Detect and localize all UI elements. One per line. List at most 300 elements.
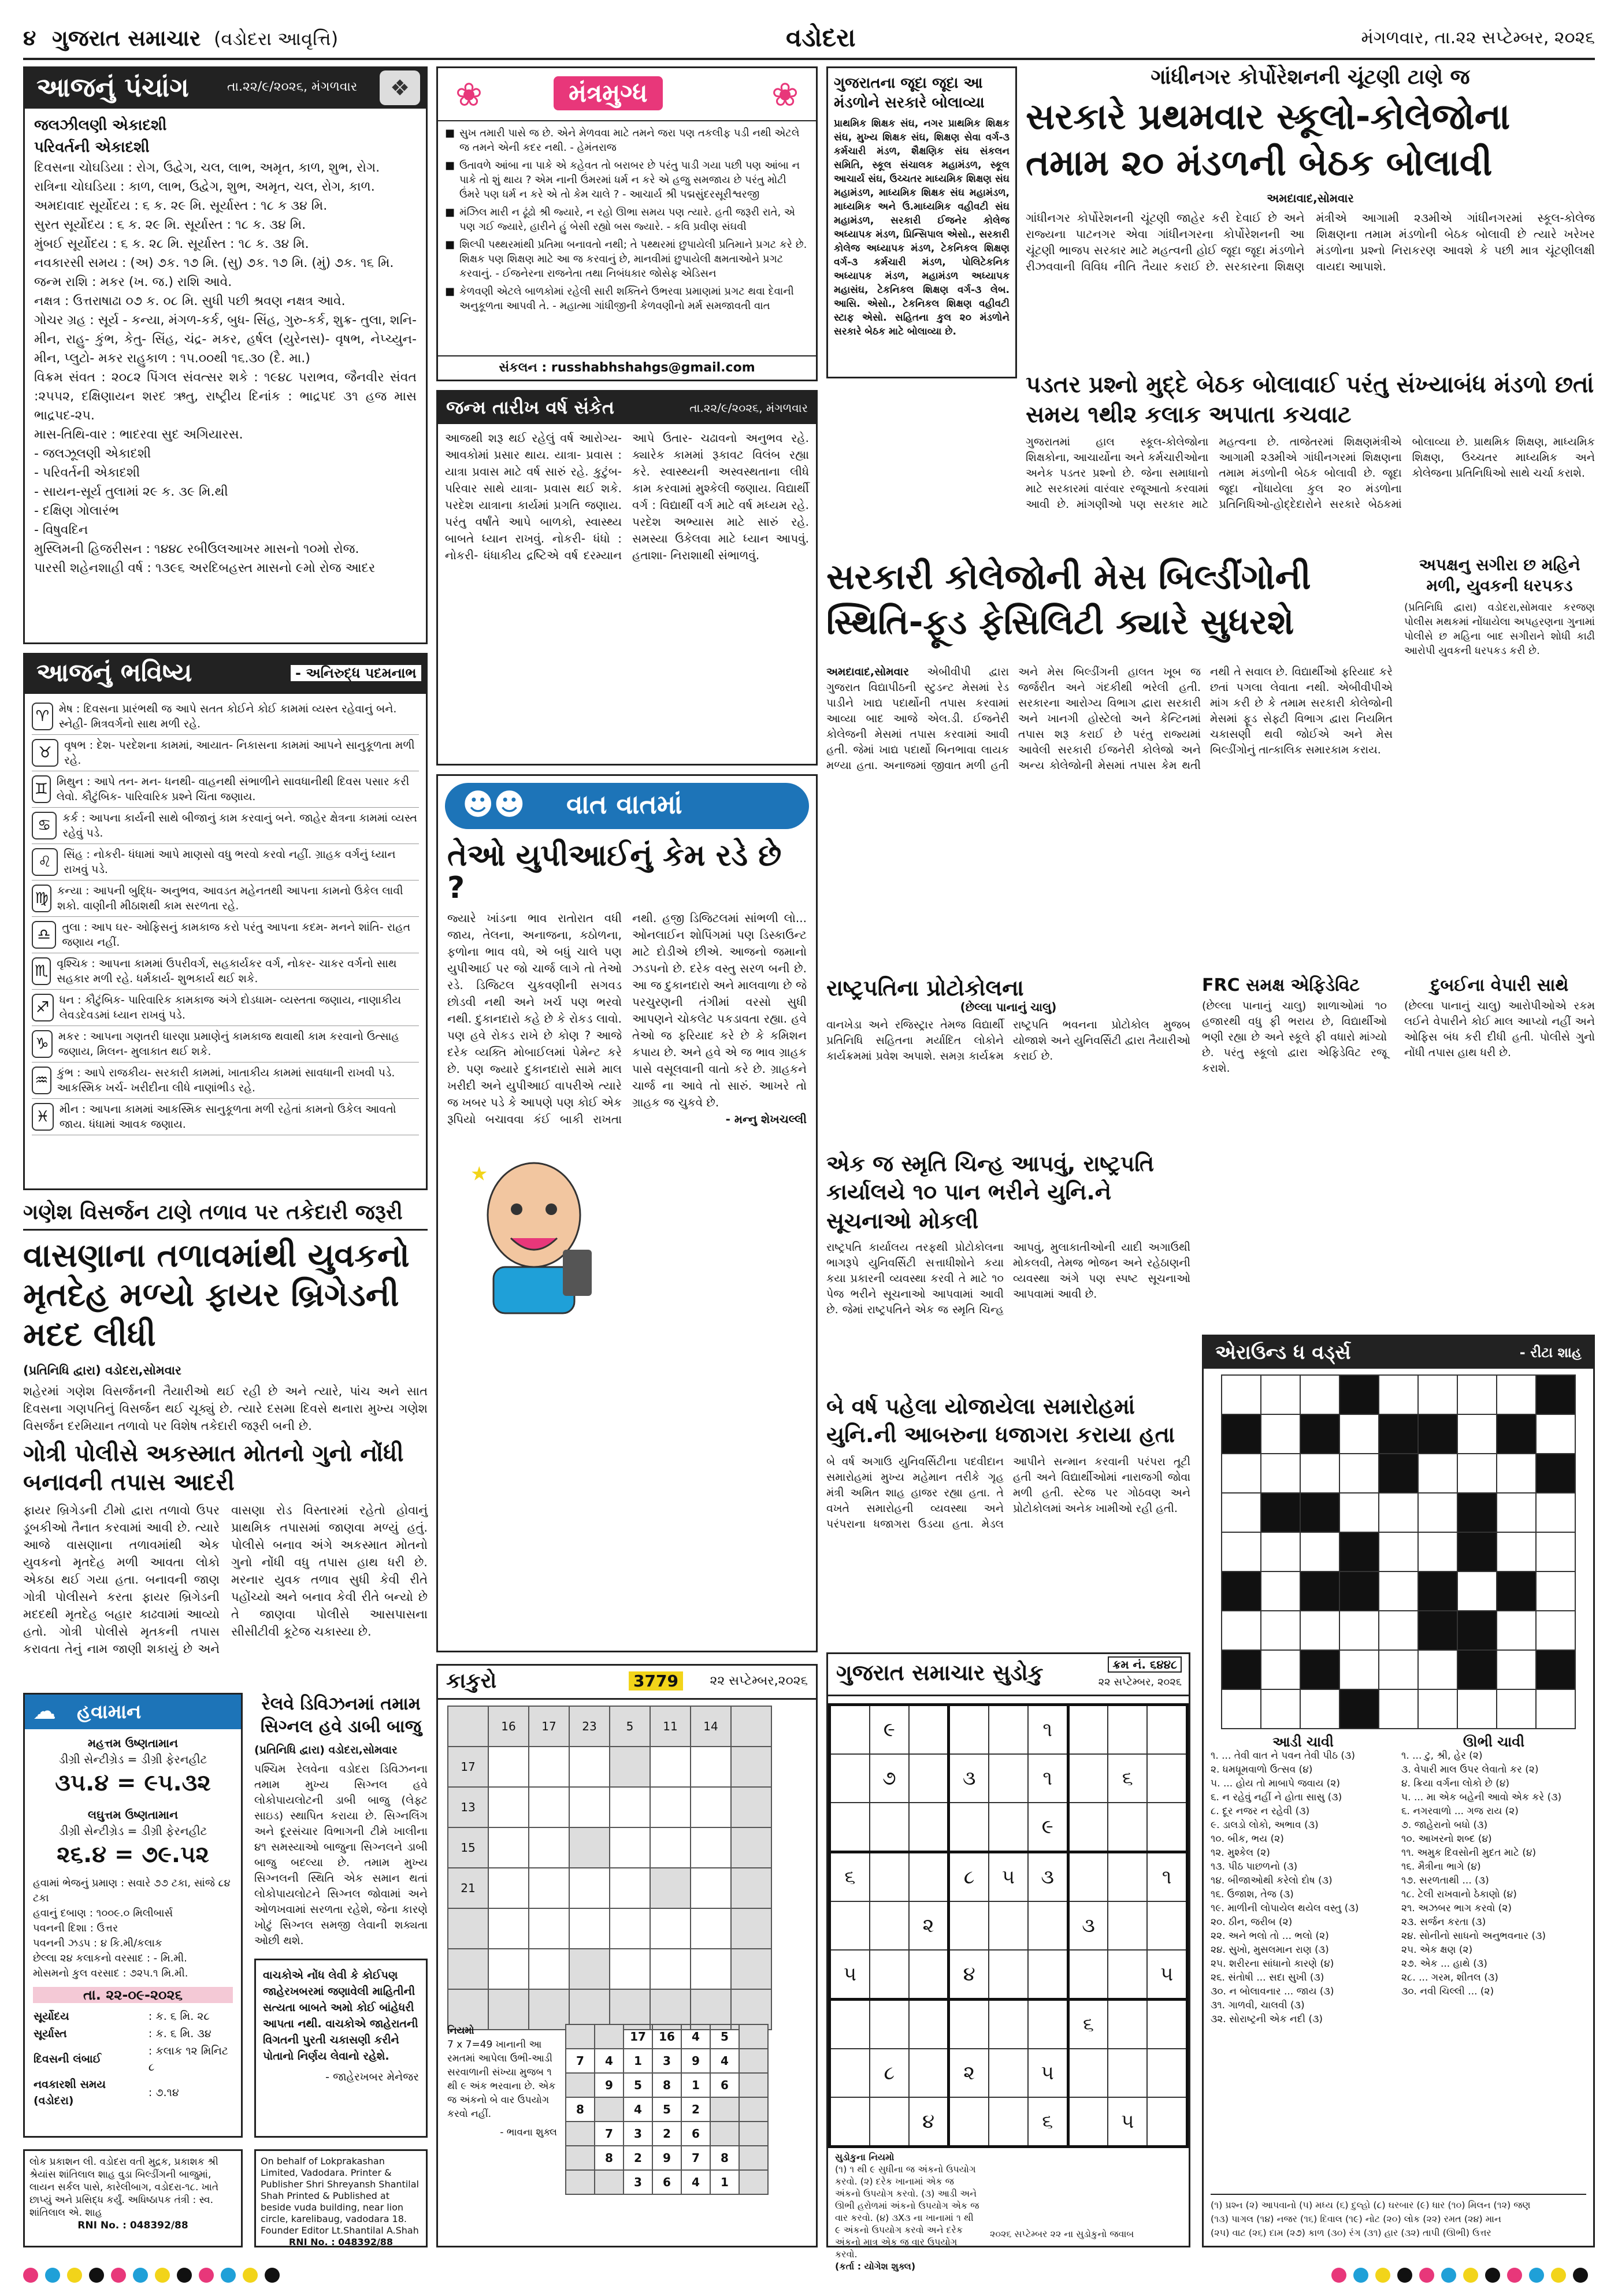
- sudoku-cell[interactable]: ૫: [830, 1950, 870, 2000]
- kakuro-entry-cell[interactable]: [650, 1949, 691, 1989]
- crossword-block: [1339, 1375, 1379, 1414]
- horoscope-text: કર્ક : આપના કાર્યની સાથે બીજાનું કામ કરવાનું બને. જાહેર ક્ષેત્રના કામમાં વ્યસ્ત રહેવું પડે.: [62, 812, 417, 839]
- sudoku-cell[interactable]: [1068, 1852, 1108, 1902]
- sudoku-cell[interactable]: [1147, 2097, 1187, 2147]
- ad-notice-text: વાચકોએ નોંધ લેવી કે કોઈપણ જાહેરખબરમાં જણાવેલી માહિતીની સત્યતા બાબતે અમો કોઈ બાંહેધરી આપતા નથી. વાચકોએ જાહેરાતની વિગતની પુરતી ચકાસણી કરીને પોતાનો નિર્ણય લેવાનો રહેશે.: [263, 1969, 418, 2063]
- sudoku-cell[interactable]: ૩: [1068, 1901, 1108, 1950]
- kakuro-sol-cell: 8: [566, 2097, 595, 2122]
- kakuro-entry-cell[interactable]: [529, 1868, 569, 1908]
- sudoku-header: [828, 1654, 1189, 1696]
- crossword-cell[interactable]: [1222, 1689, 1261, 1729]
- crossword-cell[interactable]: [1300, 1689, 1339, 1729]
- sudoku-cell[interactable]: [989, 2000, 1028, 2049]
- sudoku-cell[interactable]: [1108, 1852, 1147, 1902]
- crossword-cell[interactable]: [1418, 1650, 1457, 1689]
- sudoku-row: [830, 1852, 1187, 1902]
- sun-label: નવકારશી સમય (વડોદરા): [34, 2078, 106, 2107]
- kakuro-sol-cell: [595, 2097, 624, 2122]
- crossword-cell[interactable]: [1457, 1414, 1497, 1454]
- crossword-cell[interactable]: [1536, 1611, 1575, 1650]
- sudoku-cell[interactable]: [1068, 2097, 1108, 2147]
- sudoku-cell[interactable]: ૧: [1028, 1754, 1068, 1803]
- registration-dot: [1573, 2268, 1588, 2283]
- sudoku-cell[interactable]: [830, 2097, 870, 2147]
- crossword-cell[interactable]: [1261, 1571, 1300, 1611]
- crossword-cell[interactable]: [1536, 1689, 1575, 1729]
- kakuro-clue-cell: [650, 1868, 691, 1908]
- sudoku-cell[interactable]: ૮: [870, 2049, 909, 2097]
- crossword-cell[interactable]: [1261, 1532, 1300, 1571]
- crossword-cell[interactable]: [1497, 1689, 1536, 1729]
- registration-dot: [221, 2268, 236, 2283]
- registration-dot: [1463, 2268, 1478, 2283]
- sudoku-cell[interactable]: [870, 1852, 909, 1902]
- kakuro-sol-cell: 4: [681, 2024, 710, 2049]
- sudoku-cell[interactable]: [1147, 1803, 1187, 1852]
- sudoku-cell[interactable]: [909, 1754, 949, 1803]
- crossword-cell[interactable]: [1418, 1493, 1457, 1532]
- sudoku-cell[interactable]: [909, 1950, 949, 2000]
- crossword-cell[interactable]: [1261, 1375, 1300, 1414]
- sudoku-cell[interactable]: ૯: [870, 1705, 909, 1755]
- kakuro-entry-cell[interactable]: [569, 1747, 610, 1787]
- crossword-cell[interactable]: [1300, 1611, 1339, 1650]
- sudoku-cell[interactable]: [870, 2000, 909, 2049]
- kakuro-entry-cell[interactable]: [529, 1908, 569, 1949]
- ganesh-body: ફાયર બ્રિગેડની ટીમો દ્વારા તળાવો ઉપર ડૂબકીઓ તૈનાત કરવામાં આવી છે. ત્યારે આજે વાસણાના તળાવમાંથી એક યુવકનો મૃતદેહ મળી આવતા લોકો એકઠા થઈ ગયા હતા. બનાવની જાણ ગોત્રી પોલીસને કરતા ફાયર બ્રિગેડની મદદથી મૃતદેહ બહાર કાઢવામાં આવ્યો હતો. ગોત્રી પોલીસે મૃતકની તપાસ કરાવતા તેનું નામ જાણી શકાયું છે અને વાસણા રોડ વિસ્તારમાં રહેતો હોવાનું પ્રાથમિક તપાસમાં જાણવા મળ્યું હતું. પોલીસે બનાવ અંગે અકસ્માત મોતનો ગુનો નોંધી વધુ તપાસ હાથ ધરી છે. મરનાર યુવક તળાવ સુધી કેવી રીતે પહોંચ્યો અને બનાવ કેવી રીતે બન્યો છે તે જાણવા પોલીસે આસપાસના સીસીટીવી કૂટેજ ચકાસ્યા છે.: [23, 1503, 428, 1656]
- crossword-cell[interactable]: [1339, 1414, 1379, 1454]
- vaat-title: વાત વાતમાં: [566, 789, 682, 820]
- sudoku-cell[interactable]: [830, 2000, 870, 2049]
- crossword-cell[interactable]: [1222, 1454, 1261, 1493]
- page-number: ૪: [23, 27, 36, 50]
- sudoku-cell[interactable]: ૫: [1028, 2049, 1068, 2097]
- kakuro-entry-cell[interactable]: [610, 1827, 650, 1868]
- kakuro-sol-cell: 5: [710, 2024, 739, 2049]
- crossword-cell[interactable]: [1497, 1611, 1536, 1650]
- sudoku-cell[interactable]: [1068, 1754, 1108, 1803]
- kakuro-entry-cell[interactable]: [691, 1949, 731, 1989]
- sudoku-cell[interactable]: [870, 1803, 909, 1852]
- sudoku-cell[interactable]: [989, 1950, 1028, 2000]
- sudoku-cell[interactable]: [909, 1852, 949, 1902]
- kakuro-entry-cell[interactable]: [488, 1908, 529, 1949]
- kakuro-entry-cell[interactable]: [569, 1868, 610, 1908]
- kakuro-entry-cell[interactable]: [529, 1747, 569, 1787]
- sudoku-cell[interactable]: [1068, 2049, 1108, 2097]
- kakuro-sol-row: [566, 2122, 768, 2146]
- across-clue: ૨૬. સંતોષી ... સદા સુખી (૩): [1211, 1972, 1324, 1983]
- kakuro-clue-cell: 5: [610, 1706, 650, 1747]
- sudoku-cell[interactable]: [1108, 1901, 1147, 1950]
- sudoku-cell[interactable]: ૫: [1147, 1950, 1187, 2000]
- sudoku-cell[interactable]: ૨: [909, 1901, 949, 1950]
- crossword-cell[interactable]: [1379, 1571, 1418, 1611]
- kakuro-entry-cell[interactable]: [610, 1908, 650, 1949]
- kakuro-sol-cell: [566, 2073, 595, 2097]
- kakuro-entry-cell[interactable]: [691, 1868, 731, 1908]
- crossword-cell[interactable]: [1497, 1650, 1536, 1689]
- crossword-cell[interactable]: [1261, 1689, 1300, 1729]
- mantra-header: [438, 68, 816, 121]
- sun-row: [33, 2025, 233, 2042]
- sudoku-cell[interactable]: [1108, 2049, 1147, 2097]
- sudoku-cell[interactable]: [830, 2049, 870, 2097]
- crossword-row: [1222, 1375, 1575, 1414]
- kakuro-entry-cell[interactable]: [529, 1949, 569, 1989]
- registration-dot: [45, 2268, 60, 2283]
- sudoku-cell[interactable]: [949, 1901, 989, 1950]
- crossword-cell[interactable]: [1418, 1689, 1457, 1729]
- sudoku-cell[interactable]: ૬: [1108, 1754, 1147, 1803]
- sudoku-answer-note: ૨૦૨૬ સપ્ટેમ્બર ૨૨ ના સુડોકુનો જવાબ: [990, 2228, 1134, 2239]
- across-title: આડી ચાવી: [1272, 1734, 1334, 1750]
- kakuro-sol-cell: 2: [652, 2122, 681, 2146]
- kakuro-sol-cell: 2: [624, 2146, 652, 2170]
- crossword-cell[interactable]: [1339, 1611, 1379, 1650]
- sudoku-cell[interactable]: [830, 1803, 870, 1852]
- sudoku-cell[interactable]: ૬: [830, 1852, 870, 1902]
- kakuro-sol-cell: [739, 2049, 768, 2073]
- bhavishya-author: - અનિરુદ્ધ પદમનાભ: [291, 665, 421, 681]
- horoscope-text: સિંહ : નોકરી- ધંધામાં આપે માણસો વધુ ભરવો કરવો નહીં. ગ્રાહક વર્ગનું ધ્યાન રાખવું પડે.: [64, 848, 396, 876]
- down-clue: ૨૪. સોનીનો સાધનો અનુભવનાર (૩): [1401, 1930, 1546, 1942]
- edition-label: (વડોદરા આવૃત્તિ): [214, 28, 339, 50]
- crossword-cell[interactable]: [1379, 1532, 1418, 1571]
- registration-dot: [177, 2268, 192, 2283]
- crossword-block: [1536, 1650, 1575, 1689]
- registration-dots-right: [1331, 2268, 1595, 2285]
- sudoku-cell[interactable]: [989, 2049, 1028, 2097]
- crossword-cell[interactable]: [1300, 1375, 1339, 1414]
- sudoku-cell[interactable]: ૮: [949, 1852, 989, 1902]
- crossword-cell[interactable]: [1261, 1454, 1300, 1493]
- sudoku-cell[interactable]: [830, 1901, 870, 1950]
- kakuro-entry-cell[interactable]: [569, 1908, 610, 1949]
- kakuro-sol-cell: 4: [681, 2170, 710, 2194]
- sudoku-cell[interactable]: [989, 1754, 1028, 1803]
- kakuro-sol-cell: [710, 2122, 739, 2146]
- kakuro-entry-cell[interactable]: [488, 1747, 529, 1787]
- frc-article: [1202, 976, 1595, 1323]
- across-clue: ૨૫. શરીરના સાંધાનો કારણે (૪): [1211, 1958, 1334, 1970]
- sun-value: : ૭.૧૪: [148, 2086, 179, 2099]
- crossword-cell[interactable]: [1261, 1611, 1300, 1650]
- horoscope-item: [32, 1099, 419, 1135]
- horoscope-text: કન્યા : આપની બુદ્ધિ- અનુભવ, આવડત મહેનતથી આપના કામનો ઉકેલ લાવી શકો. વાણીની મીઠાશથી કામ સરળતા રહે.: [57, 885, 403, 912]
- crossword-cell[interactable]: [1536, 1532, 1575, 1571]
- crossword-cell[interactable]: [1418, 1454, 1457, 1493]
- registration-dot: [199, 2268, 214, 2283]
- sun-row: [33, 2008, 233, 2025]
- crossword-cell[interactable]: [1497, 1532, 1536, 1571]
- sudoku-row: [830, 1901, 1187, 1950]
- kakuro-clue-cell: [731, 1706, 771, 1747]
- frc-title: FRC સમક્ષ એફિડેવિટ: [1202, 975, 1360, 995]
- railway-dateline: (પ્રતિનિધિ દ્વારા) વડોદરા,સોમવાર: [254, 1744, 398, 1756]
- crossword-cell[interactable]: [1536, 1414, 1575, 1454]
- kakuro-sol-cell: [566, 2122, 595, 2146]
- sudoku-cell[interactable]: [1147, 1705, 1187, 1755]
- crossword-cell[interactable]: [1379, 1375, 1418, 1414]
- horoscope-text: મિથુન : આપે તન- મન- ધનથી- વાહનથી સંભાળીને સાવધાનીથી દિવસ પસાર કરી લેવો. કૌટુંબિક- પારિવારિક પ્રશ્ને ચિંતા જણાય.: [56, 775, 410, 803]
- sudoku-cell[interactable]: [1068, 1705, 1108, 1755]
- sudoku-cell[interactable]: [870, 1901, 909, 1950]
- across-clue: ૬. ન રહેવું નહીં ને હોતા સાસુ (૩): [1211, 1792, 1342, 1803]
- crossword-block: [1379, 1454, 1418, 1493]
- across-clue: ૧૯. માળીની લોપાયેલ થયેલ વસ્તુ (૩): [1211, 1903, 1359, 1914]
- sudoku-box: [826, 1652, 1190, 2272]
- crossword-cell[interactable]: [1261, 1650, 1300, 1689]
- kakuro-entry-cell[interactable]: [650, 1787, 691, 1827]
- gandhinagar-article: [1026, 66, 1595, 378]
- kakuro-entry-cell[interactable]: [691, 1747, 731, 1787]
- sudoku-cell[interactable]: [989, 2097, 1028, 2147]
- kakuro-sol-cell: 4: [595, 2049, 624, 2073]
- registration-dot: [243, 2268, 258, 2283]
- weather-line: પવનની ઝડપ : ૪ કિ.મી/કલાક: [33, 1937, 162, 1949]
- kakuro-row: [448, 1706, 771, 1747]
- sudoku-cell[interactable]: [949, 2000, 989, 2049]
- crossword-cell[interactable]: [1497, 1454, 1536, 1493]
- sudoku-cell[interactable]: [830, 1705, 870, 1755]
- sudoku-cell[interactable]: [1147, 1754, 1187, 1803]
- sudoku-cell[interactable]: [909, 2049, 949, 2097]
- sudoku-cell[interactable]: ૭: [870, 1754, 909, 1803]
- issue-date: મંગળવાર, તા.૨૨ સપ્ટેમ્બર, ૨૦૨૬: [1361, 28, 1595, 48]
- sudoku-cell[interactable]: ૧: [1147, 1852, 1187, 1902]
- sudoku-cell[interactable]: [1108, 1950, 1147, 2000]
- kakuro-entry-cell[interactable]: [569, 1787, 610, 1827]
- sudoku-cell[interactable]: ૧: [1028, 1705, 1068, 1755]
- sudoku-row: [830, 2097, 1187, 2147]
- kakuro-sol-cell: 4: [624, 2097, 652, 2122]
- sun-value: : કલાક ૧૨ મિનિટ ૮: [148, 2045, 228, 2074]
- mantra-box: [436, 66, 818, 381]
- sudoku-cell[interactable]: [1028, 1901, 1068, 1950]
- sudoku-cell[interactable]: ૩: [949, 1754, 989, 1803]
- registration-dot: [133, 2268, 148, 2283]
- crossword-block: [1418, 1414, 1457, 1454]
- kakuro-entry-cell[interactable]: [529, 1827, 569, 1868]
- kakuro-entry-cell[interactable]: [488, 1868, 529, 1908]
- horoscope-text: વૃશ્ચિક : આપના કામમાં ઉપરીવર્ગ, સહકાર્યકર વર્ગ, નોકર- ચાકર વર્ગનો સાથ સહકાર મળી રહે. ધર્મકાર્ય- શુભકાર્ય થઈ શકે.: [57, 957, 397, 985]
- kakuro-entry-cell[interactable]: [529, 1787, 569, 1827]
- kakuro-sol-cell: 1: [624, 2049, 652, 2073]
- kakuro-clue-cell: [731, 1747, 771, 1787]
- sudoku-cell[interactable]: ૨: [949, 2049, 989, 2097]
- weather-title: હવામાન: [77, 1700, 142, 1723]
- sudoku-cell[interactable]: [1108, 2000, 1147, 2049]
- crossword-cell[interactable]: [1339, 1650, 1379, 1689]
- mantra-title: મંત્રમુગ્ધ: [554, 76, 663, 110]
- kakuro-entry-cell[interactable]: [488, 1787, 529, 1827]
- horoscope-item: [32, 771, 419, 808]
- kakuro-box: [436, 1664, 818, 2247]
- sudoku-cell[interactable]: ૯: [1028, 1803, 1068, 1852]
- panchang-line: મુંબઈ સૂર્યોદય : ૬ ક. ૨૮ મિ. સૂર્યાસ્ત : ૧૮ ક. ૩૪ મિ.: [34, 237, 309, 251]
- kakuro-sol-cell: 8: [652, 2073, 681, 2097]
- crossword-row: [1222, 1689, 1575, 1729]
- crossword-block: [1261, 1493, 1300, 1532]
- ganesh-dateline: (પ્રતિનિધિ દ્વારા) વડોદરા,સોમવાર: [23, 1363, 181, 1377]
- crossword-cell[interactable]: [1379, 1650, 1418, 1689]
- kakuro-sol-cell: [566, 2170, 595, 2194]
- crossword-cell[interactable]: [1379, 1611, 1418, 1650]
- rashtrapati-headline: રાષ્ટ્રપતિના પ્રોટોકોલના: [826, 975, 1024, 1001]
- crossword-cell[interactable]: [1418, 1532, 1457, 1571]
- crossword-cell[interactable]: [1222, 1532, 1261, 1571]
- registration-dot: [23, 2268, 38, 2283]
- down-clue: ૧૦. આખરનો શબ્દ (૪): [1401, 1833, 1492, 1845]
- kakuro-entry-cell[interactable]: [691, 1787, 731, 1827]
- crossword-header: [1204, 1336, 1593, 1369]
- sudoku-cell[interactable]: [1028, 2000, 1068, 2049]
- kakuro-sol-cell: 2: [681, 2097, 710, 2122]
- zodiac-વૃષભ-icon: ♉: [32, 739, 58, 767]
- crossword-cell[interactable]: [1457, 1689, 1497, 1729]
- sudoku-cell[interactable]: [830, 1754, 870, 1803]
- sudoku-cell[interactable]: [1028, 1950, 1068, 2000]
- sudoku-cell[interactable]: [870, 2097, 909, 2147]
- kakuro-row: [448, 1949, 771, 1989]
- kakuro-entry-cell[interactable]: [488, 1827, 529, 1868]
- kakuro-header: [438, 1666, 816, 1700]
- crossword-cell[interactable]: [1536, 1571, 1575, 1611]
- crossword-cell[interactable]: [1222, 1493, 1261, 1532]
- sudoku-cell[interactable]: ૬: [1068, 2000, 1108, 2049]
- crossword-cell[interactable]: [1300, 1454, 1339, 1493]
- crossword-cell[interactable]: [1339, 1454, 1379, 1493]
- sudoku-cell[interactable]: [989, 1901, 1028, 1950]
- sudoku-cell[interactable]: ૪: [909, 2097, 949, 2147]
- sudoku-cell[interactable]: [1068, 1950, 1108, 2000]
- sudoku-cell[interactable]: [1108, 1705, 1147, 1755]
- bhavishya-list: [25, 694, 426, 1140]
- sudoku-cell[interactable]: ૪: [949, 1950, 989, 2000]
- sudoku-cell[interactable]: [870, 1950, 909, 2000]
- horoscope-text: મીન : આપના કામમાં આકસ્મિક સાનુકૂળતા મળી રહેતાં કામનો ઉકેલ આવતો જાય. ધંધામાં આવક જણાય.: [59, 1103, 396, 1131]
- kakuro-clue-cell: [448, 1908, 488, 1949]
- sudoku-cell[interactable]: [909, 1803, 949, 1852]
- crossword-cell[interactable]: [1379, 1689, 1418, 1729]
- sudoku-cell[interactable]: [949, 1705, 989, 1755]
- across-clue: ૧૪. બીજાઓથી કરેલો દોષ (૩): [1211, 1875, 1333, 1886]
- sudoku-cell[interactable]: [1147, 1901, 1187, 1950]
- kakuro-entry-cell[interactable]: [650, 1747, 691, 1787]
- vaat-box: [436, 774, 818, 1652]
- kakuro-entry-cell[interactable]: [650, 1908, 691, 1949]
- sudoku-cell[interactable]: [949, 2097, 989, 2147]
- sudoku-cell[interactable]: [1147, 2000, 1187, 2049]
- kakuro-sol-cell: 1: [710, 2170, 739, 2194]
- kakuro-clue-cell: 17: [448, 1747, 488, 1787]
- registration-dot: [1529, 2268, 1544, 2283]
- kakuro-entry-cell[interactable]: [610, 1868, 650, 1908]
- kakuro-sol-cell: [739, 2122, 768, 2146]
- crossword-cell[interactable]: [1300, 1532, 1339, 1571]
- max-temp-value: ૩૫.૪ = ૯૫.૩૨: [55, 1770, 211, 1796]
- mantra-text: કેળવણી એટલે બાળકોમાં રહેલી સારી શક્તિને ઉભરવા પ્રમાણમાં પ્રગટ થવા દેવાની અનુકૂળતા આપવી તે. - મહાત્મા ગાંધીજીની કેળવણીનો મર્મ સમજાવતી વાત: [459, 285, 794, 312]
- crossword-cell[interactable]: [1497, 1375, 1536, 1414]
- sudoku-row: [830, 1950, 1187, 2000]
- sudoku-cell[interactable]: ૩: [1028, 1852, 1068, 1902]
- zodiac-કુંભ-icon: ♒: [32, 1067, 51, 1094]
- crossword-cell[interactable]: [1418, 1375, 1457, 1414]
- crossword-cell[interactable]: [1457, 1375, 1497, 1414]
- sudoku-cell[interactable]: ૫: [989, 1852, 1028, 1902]
- kakuro-entry-cell[interactable]: [691, 1827, 731, 1868]
- crossword-cell[interactable]: [1222, 1375, 1261, 1414]
- horoscope-item: [32, 990, 419, 1026]
- ganesh-kicker: ગણેશ વિસર્જન ટાણે તળાવ પર તકેદારી જરૂરી: [23, 1202, 428, 1231]
- kakuro-entry-cell[interactable]: [650, 1827, 691, 1868]
- kakuro-sol-cell: 6: [652, 2170, 681, 2194]
- min-temp-value: ૨૬.૪ = ૭૯.૫૨: [57, 1841, 209, 1868]
- crossword-block: [1222, 1650, 1261, 1689]
- kakuro-sol-cell: 7: [566, 2049, 595, 2073]
- sudoku-cell[interactable]: [989, 1803, 1028, 1852]
- sudoku-cell[interactable]: [989, 1705, 1028, 1755]
- crossword-cell[interactable]: [1497, 1493, 1536, 1532]
- mantra-text: મંઝિલ મારી ન ઢૂંઢો શ્રી જ્યારે, ન રહો ઊભા સમય પણ ત્યારે. હતી જરૂરી રાતે, એ પણ ગઈ જ્યારે, હારીને હું બેસી રહ્યો બસ જ્યારે. - કવિ પ્રવીણ સંઘવી: [459, 206, 795, 233]
- sudoku-cell[interactable]: [909, 1705, 949, 1755]
- kakuro-number: 3779: [629, 1671, 683, 1691]
- across-clue: ૧૨. મુશ્કેલ (૨): [1211, 1847, 1270, 1859]
- sudoku-cell[interactable]: ૫: [1108, 2097, 1147, 2147]
- registration-dot: [67, 2268, 82, 2283]
- kakuro-entry-cell[interactable]: [610, 1787, 650, 1827]
- crossword-cell[interactable]: [1457, 1454, 1497, 1493]
- crossword-cell[interactable]: [1261, 1414, 1300, 1454]
- crossword-cell[interactable]: [1457, 1571, 1497, 1611]
- kakuro-sol-cell: 16: [652, 2024, 681, 2049]
- panchang-line: માસ-તિથિ-વાર : ભાદરવા સુદ અગિયારસ.: [34, 428, 243, 442]
- sun-row: [33, 2076, 233, 2109]
- crossword-cell[interactable]: [1339, 1493, 1379, 1532]
- sudoku-grid[interactable]: [828, 1703, 1189, 2148]
- kakuro-grid[interactable]: [447, 1706, 772, 2030]
- kakuro-entry-cell[interactable]: [691, 1908, 731, 1949]
- sudoku-cell[interactable]: [1108, 1803, 1147, 1852]
- kakuro-entry-cell[interactable]: [610, 1949, 650, 1989]
- sudoku-cell[interactable]: [1147, 2049, 1187, 2097]
- color-registration-marks: [23, 2268, 1595, 2285]
- mess-body: એબીવીપી દ્વારા ગુજરાત વિદ્યાપીઠની સ્ટુડન્ટ મેસમાં રેડ પાડીને ખાદ્ય પદાર્થોની તપાસ કરવામાં આવ્યા બાદ આજે એલ.ડી. ઈજનેરી કોલેજની મેસમાં તપાસ કરવામાં આવી હતી. જેમાં ખાદ્ય પદાર્થો બિનભાવા લાયક મળ્યા હતા. અનાજમાં જીવાત મળી હતી અને મેસ બિલ્ડીંગની હાલત ખૂબ જ જર્જરીત અને ગંદકીથી ભરેલી હતી. સરકારના આરોગ્ય વિભાગ દ્વારા સરકારી અને ખાનગી હોસ્ટેલો અને કેન્ટિનમાં તપાસ શરૂ કરાઈ છે પરંતુ રાજ્યમાં આવેલી સરકારી ઈજનેરી કોલેજો અને અન્ય કોલેજોની મેસમાં તપાસ કેમ થતી નથી તે સવાલ છે. વિદ્યાર્થીઓ ફરિયાદ કરે છતાં પગલા લેવાતા નથી. એબીવીપીએ માંગ કરી છે કે તમામ સરકારી કોલેજોની મેસમાં ફૂડ સેફ્ટી વિભાગ દ્વારા નિયમિત ચકાસણી થવી જોઈએ અને મેસ બિલ્ડીંગોનું તાત્કાલિક સમારકામ કરાય.: [826, 666, 1393, 772]
- crossword-grid[interactable]: [1221, 1374, 1576, 1729]
- crossword-cell[interactable]: [1536, 1493, 1575, 1532]
- crossword-cell[interactable]: [1379, 1493, 1418, 1532]
- panchang-line: રાત્રિના ચોઘડિયા : કાળ, લાભ, ઉદ્વેગ, શુભ, અમૃત, ચલ, રોગ, કાળ.: [34, 180, 375, 194]
- crossword-block: [1300, 1571, 1339, 1611]
- panchang-line: જલઝીલણી એકાદશી: [34, 117, 167, 134]
- crossword-cell[interactable]: [1222, 1611, 1261, 1650]
- mantra-list: [438, 121, 816, 321]
- down-clue: ૫. ... મા એક બહેની આવો એક કરે (૩): [1401, 1792, 1562, 1803]
- kakuro-entry-cell[interactable]: [488, 1949, 529, 1989]
- crossword-block: [1457, 1532, 1497, 1571]
- kakuro-sol-cell: 6: [681, 2122, 710, 2146]
- sudoku-cell[interactable]: [1068, 1803, 1108, 1852]
- kakuro-clue-cell: 11: [650, 1706, 691, 1747]
- mantra-item: [445, 284, 809, 313]
- sudoku-cell[interactable]: [949, 1803, 989, 1852]
- sudoku-cell[interactable]: ૬: [1028, 2097, 1068, 2147]
- horoscope-text: તુલા : આપ ઘર- ઓફિસનું કામકાજ કરો પરંતુ આપના કદમ- મનને શાંતિ- રાહત જણાય નહીં.: [62, 921, 411, 949]
- sudoku-cell[interactable]: [909, 2000, 949, 2049]
- kakuro-clue-cell: [731, 1827, 771, 1868]
- mantra-text: સુખ તમારી પાસે જ છે. એને મેળવવા માટે તમને જરા પણ તકલીફ પડી નથી એટલે જ તમને એની કદર નથી. - હેમંતરાજ: [459, 127, 800, 154]
